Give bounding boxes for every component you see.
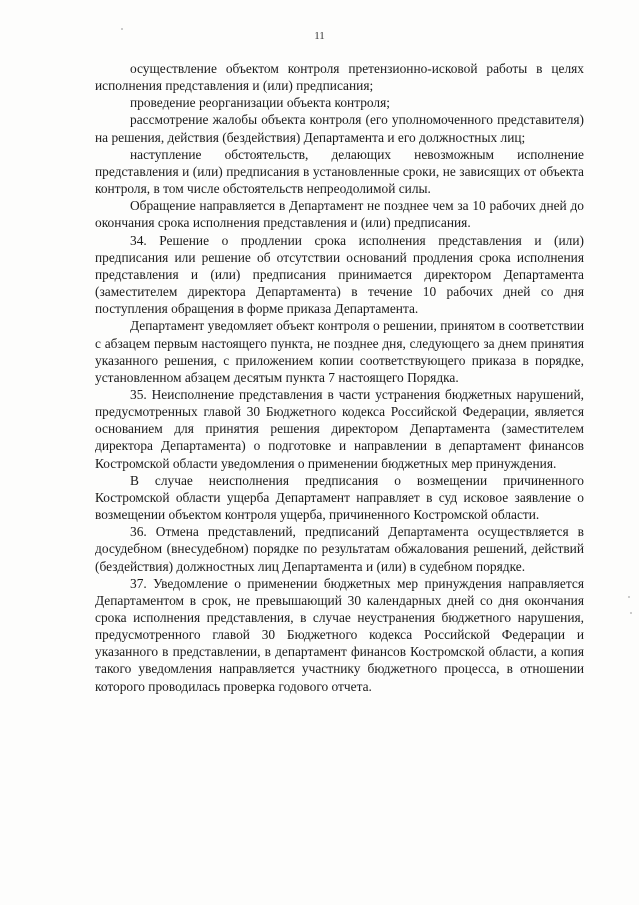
paragraph-item-34: 34. Решение о продлении срока исполнения представления и (или) предписания или решение об отсутствии оснований продления срока исполнения представления и (или) предписания принимается директором Департамента (заместителем директора Департамента) в течение 10 рабочих дней со дня поступления обращения в форме приказа Департамента.: [95, 232, 584, 317]
paragraph: проведение реорганизации объекта контроля;: [130, 95, 390, 111]
paragraph: наступление обстоятельств, делающих невозможным исполнение представления и (или) предписания в установленные сроки, не зависящих от объекта контроля, в том числе обстоятельств непреодолимой силы.: [95, 146, 584, 197]
scan-speck: [121, 28, 123, 30]
paragraph: В случае неисполнения предписания о возмещении причиненного Костромской области ущерба Департамент направляет в суд исковое заявление о возмещении объектом контроля ущерба, причиненного Костромской области.: [95, 472, 584, 523]
paragraph-item-37: 37. Уведомление о применении бюджетных мер принуждения направляется Департаментом в срок, не превышающий 30 календарных дней со дня окончания срока исполнения представления, в случае неустранения бюджетного нарушения, предусмотренного главой 30 Бюджетного кодекса Российской Федерации и указанного в представлении, в департамент финансов Костромской области, а копия такого уведомления направляется участнику бюджетного процесса, в отношении которого проводилась проверка годового отчета.: [95, 575, 584, 694]
paragraph-item-35: 35. Неисполнение представления в части устранения бюджетных нарушений, предусмотренных главой 30 Бюджетного кодекса Российской Федерации, является основанием для принятия решения директором Департамента (заместителем директора Департамента) о подготовке и направлении в департамент финансов Костромской области уведомления о применении бюджетных мер принуждения.: [95, 386, 584, 471]
page-number: 11: [314, 30, 325, 42]
document-body: [95, 60, 584, 695]
scan-speck: [628, 596, 630, 598]
paragraph: осуществление объектом контроля претензионно-исковой работы в целях исполнения представления и (или) предписания;: [95, 61, 584, 94]
scan-speck: [630, 612, 632, 614]
paragraph-item-36: 36. Отмена представлений, предписаний Департамента осуществляется в досудебном (внесудебном) порядке по результатам обжалования решений, действий (бездействия) должностных лиц Департамента и (или) в судебном порядке.: [95, 524, 584, 574]
paragraph: рассмотрение жалобы объекта контроля (его уполномоченного представителя) на решения, действия (бездействия) Департамента и его должностных лиц;: [95, 112, 584, 145]
paragraph: Департамент уведомляет объект контроля о решении, принятом в соответствии с абзацем первым настоящего пункта, не позднее дня, следующего за днем принятия указанного решения, с приложением копии соответствующего приказа в порядке, установленном абзацем десятым пункта 7 настоящего Порядка.: [95, 318, 584, 385]
paragraph: Обращение направляется в Департамент не позднее чем за 10 рабочих дней до окончания срока исполнения представления и (или) предписания.: [95, 198, 584, 231]
